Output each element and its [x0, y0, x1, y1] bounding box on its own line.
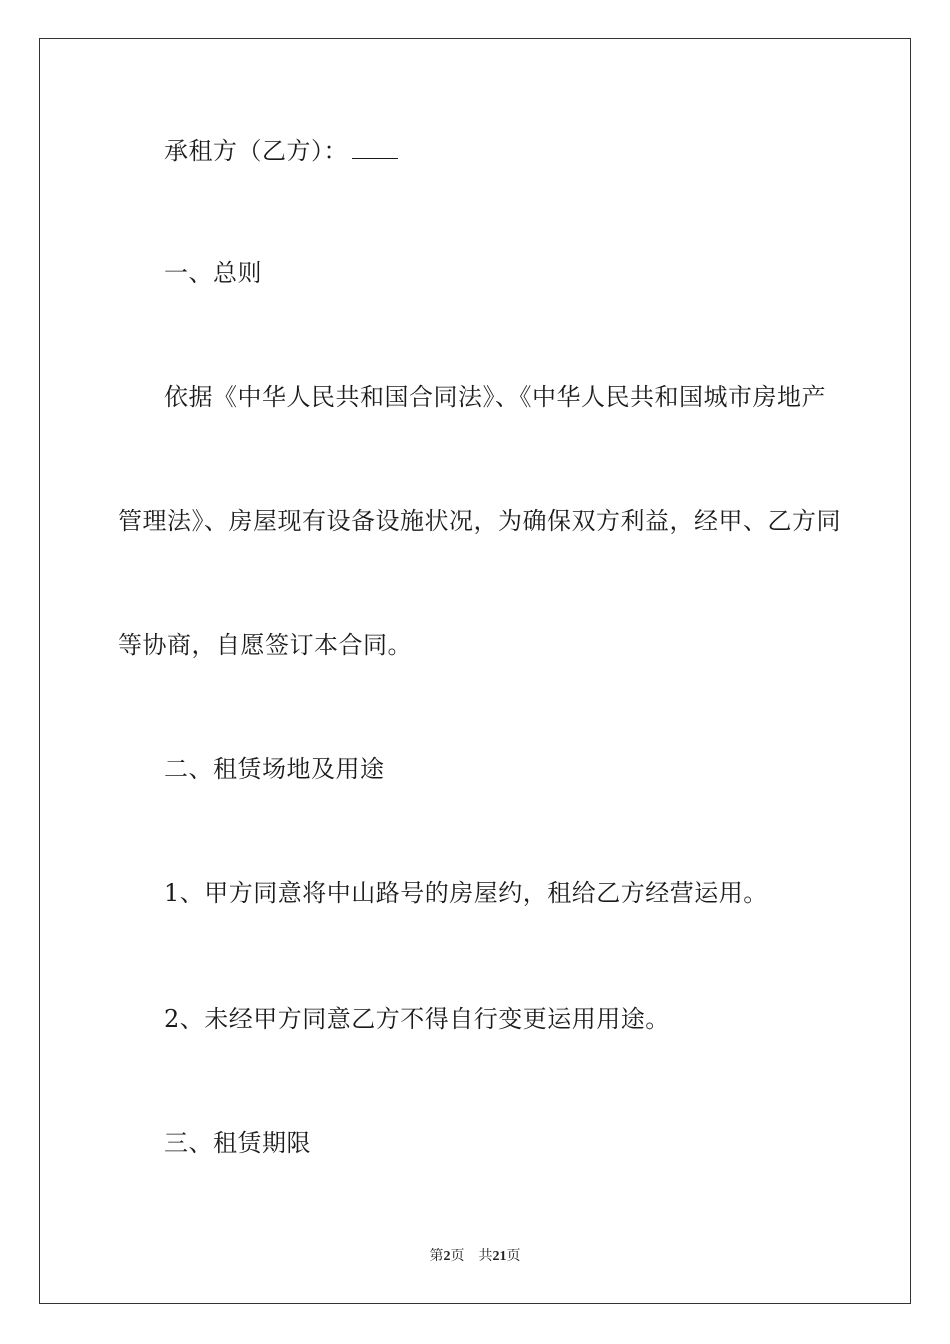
tenant-party-line [164, 136, 398, 166]
section-heading-term: 三、租赁期限 [164, 1129, 311, 1157]
paragraph-line: 等协商，自愿签订本合同。 [118, 631, 412, 659]
paragraph-line: 依据《中华人民共和国合同法》、《中华人民共和国城市房地产 [164, 383, 826, 411]
page-number: 2 [443, 1249, 451, 1264]
paragraph-line: 管理法》、房屋现有设备设施状况，为确保双方利益，经甲、乙方同 [118, 507, 841, 535]
tenant-name-blank [352, 138, 398, 159]
tenant-party-label: 承租方（乙方）： [164, 137, 348, 165]
total-prefix: 共 [478, 1248, 493, 1264]
page-border [39, 38, 911, 1304]
clause-item: 1、甲方同意将中山路号的房屋约，租给乙方经营运用。 [164, 879, 768, 907]
page-footer [0, 1246, 950, 1267]
section-heading-premises: 二、租赁场地及用途 [164, 755, 385, 783]
page-prefix: 第 [429, 1248, 444, 1264]
clause-item: 2、未经甲方同意乙方不得自行变更运用用途。 [164, 1005, 670, 1033]
total-suffix: 页 [506, 1248, 521, 1264]
total-pages: 21 [492, 1249, 507, 1264]
page-suffix: 页 [450, 1248, 465, 1264]
section-heading-general: 一、总则 [164, 259, 262, 287]
